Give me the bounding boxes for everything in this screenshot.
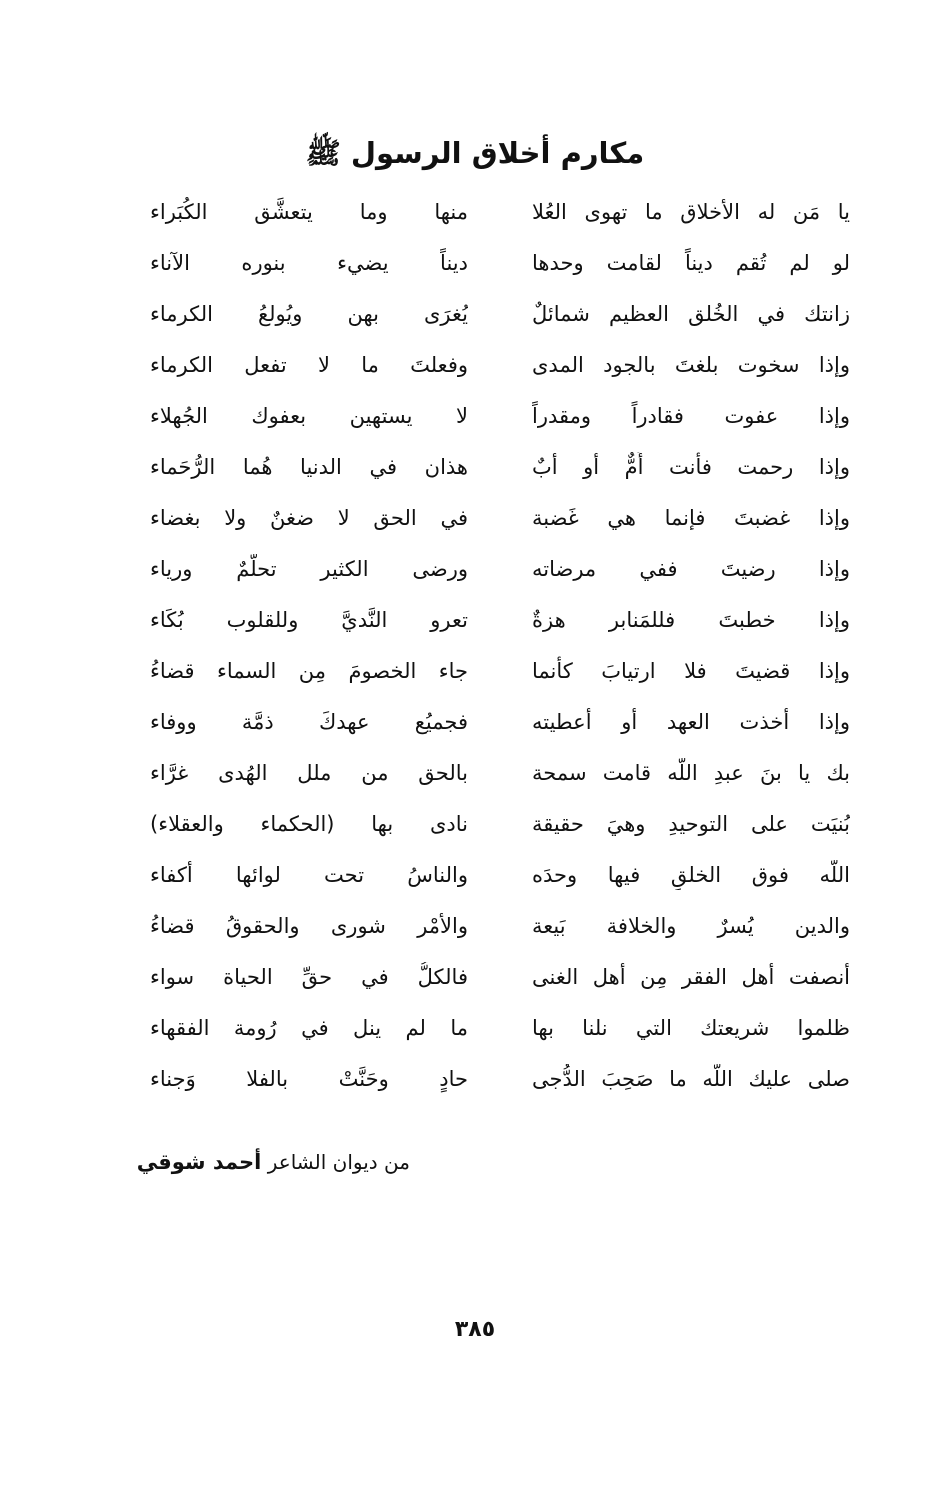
verse-line (150, 492, 850, 543)
verse-line (150, 696, 850, 747)
verse-second-hemistich: والناسُ تحت لوائها أكفاء (150, 862, 468, 887)
verse-second-hemistich: في الحق لا ضغنٌ ولا بغضاء (150, 505, 468, 530)
verse-first-hemistich: وإذا أخذت العهد أو أعطيته (532, 709, 850, 734)
verse-second-hemistich: ديناً يضيء بنوره الآناء (150, 250, 468, 275)
verse-line (150, 645, 850, 696)
verse-second-hemistich: فجميُع عهدكَ ذمَّة ووفاء (150, 709, 468, 734)
verse-second-hemistich: بالحق من ملل الهُدى غرَّاء (150, 760, 468, 785)
poem-source (137, 1142, 410, 1182)
verse-second-hemistich: ورضى الكثير تحلُّمٌ ورياء (150, 556, 468, 581)
verse-first-hemistich: وإذا عفوت فقادراً ومقدراً (532, 403, 850, 428)
verse-line (150, 288, 850, 339)
verse-first-hemistich: زانتك في الخُلق العظيم شمائلٌ (532, 301, 850, 326)
verse-first-hemistich: يا مَن له الأخلاق ما تهوى العُلا (532, 199, 850, 224)
verse-first-hemistich: وإذا خطبتَ فللمَنابر هزةٌ (532, 607, 850, 632)
verse-first-hemistich: والدين يُسرٌ والخلافة بَيعة (532, 913, 850, 938)
verse-second-hemistich: فالكلُّ في حقِّ الحياة سواء (150, 964, 468, 989)
verse-line (150, 747, 850, 798)
verse-second-hemistich: يُغرَى بهن ويُولعُ الكرماء (150, 301, 468, 326)
verse-second-hemistich: حادٍ وحَنَّتْ بالفلا وَجناء (150, 1066, 468, 1091)
verse-first-hemistich: وإذا رضيتَ ففي مرضاته (532, 556, 850, 581)
verse-line (150, 237, 850, 288)
verse-line (150, 951, 850, 1002)
verse-line (150, 1002, 850, 1053)
verse-line (150, 186, 850, 237)
verse-second-hemistich: لا يستهين بعفوك الجُهلاء (150, 403, 468, 428)
verse-second-hemistich: والأمْر شورى والحقوقُ قضاءُ (150, 913, 468, 938)
verse-second-hemistich: هذان في الدنيا هُما الرُّحَماء (150, 454, 468, 479)
verse-line (150, 339, 850, 390)
poem-title: مكارم أخلاق الرسول ﷺ (305, 136, 645, 170)
verse-first-hemistich: بك يا بنَ عبدِ اللّه قامت سمحة (532, 760, 850, 785)
verse-first-hemistich: وإذا غضبتَ فإنما هي غَضبة (532, 505, 850, 530)
verse-first-hemistich: وإذا سخوت بلغتَ بالجود المدى (532, 352, 850, 377)
verse-first-hemistich: ظلموا شريعتك التي نلنا بها (532, 1015, 850, 1040)
verse-first-hemistich: بُنيَت على التوحيدِ وهيَ حقيقة (532, 811, 850, 836)
poet-name: أحمد شوقي (136, 1150, 262, 1174)
verse-line (150, 390, 850, 441)
verse-line (150, 849, 850, 900)
verse-first-hemistich: أنصفت أهل الفقر مِن أهل الغنى (532, 964, 850, 989)
verse-first-hemistich: اللّه فوق الخلقِ فيها وحدَه (532, 862, 850, 887)
verse-second-hemistich: وفعلتَ ما لا تفعل الكرماء (150, 352, 468, 377)
verse-first-hemistich: صلى عليك اللّه ما صَحِبَ الدُّجى (532, 1066, 850, 1091)
verse-line (150, 798, 850, 849)
page-number: ٣٨٥ (454, 1317, 496, 1342)
verse-second-hemistich: تعرو النَّديَّ وللقلوب بُكَاء (150, 607, 468, 632)
source-prefix: من ديوان الشاعر (261, 1150, 410, 1174)
poem-body (150, 186, 850, 1104)
verse-first-hemistich: لو لم تُقم ديناً لقامت وحدها (532, 250, 850, 275)
verse-second-hemistich: منها وما يتعشَّق الكُبَراء (150, 199, 468, 224)
verse-line (150, 441, 850, 492)
verse-line (150, 1053, 850, 1104)
verse-first-hemistich: وإذا قضيتَ فلا ارتيابَ كأنما (532, 658, 850, 683)
verse-second-hemistich: نادى بها (الحكماء والعقلاء) (150, 811, 468, 836)
verse-line (150, 594, 850, 645)
verse-line (150, 543, 850, 594)
verse-second-hemistich: جاء الخصومَ مِن السماء قضاءُ (150, 658, 468, 683)
verse-line (150, 900, 850, 951)
verse-second-hemistich: ما لم ينل في رُومة الفقهاء (150, 1015, 468, 1040)
verse-first-hemistich: وإذا رحمت فأنت أُمٌّ أو أبٌ (532, 454, 850, 479)
